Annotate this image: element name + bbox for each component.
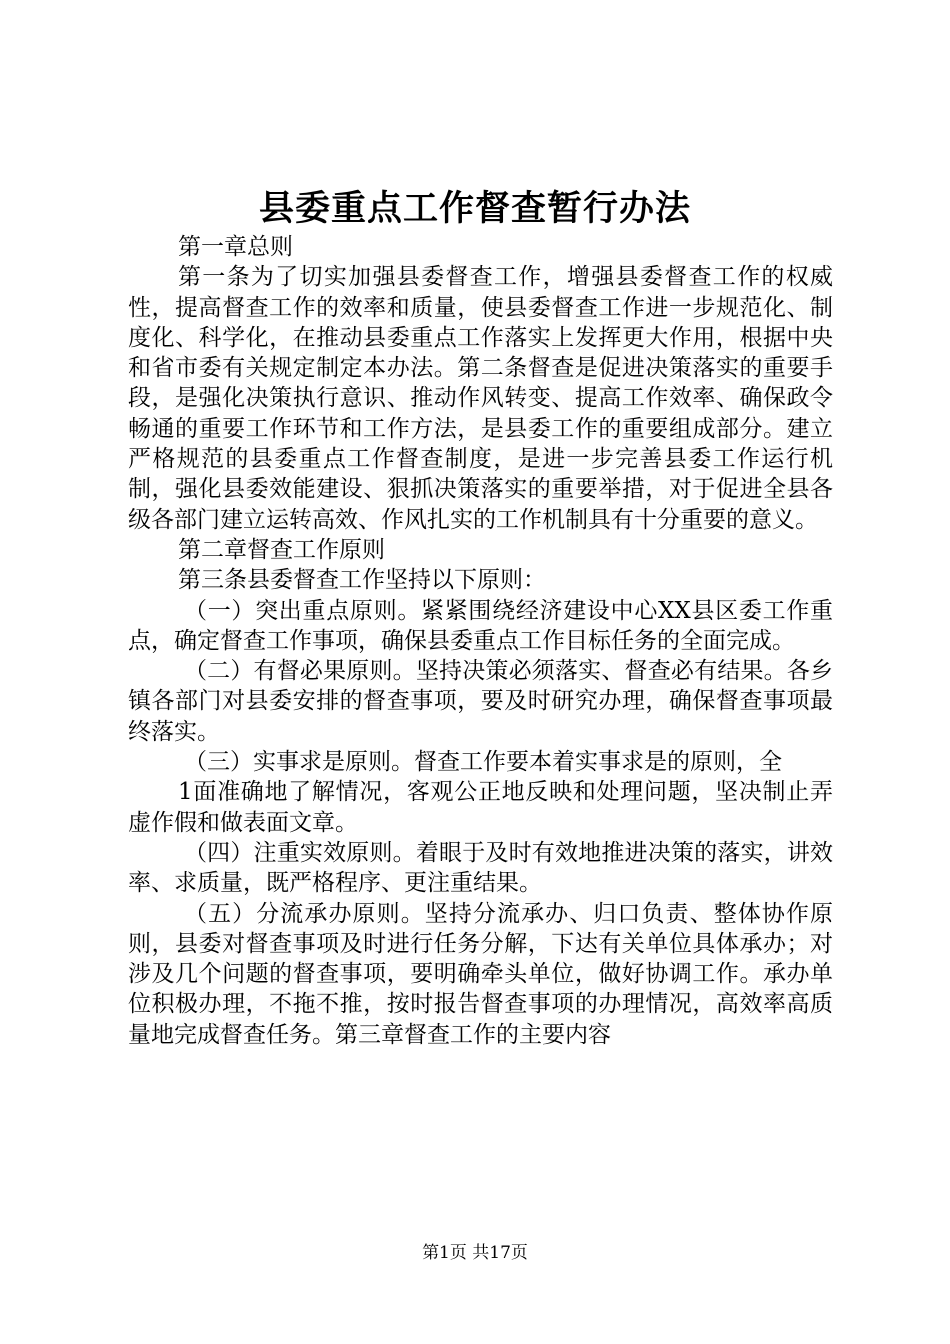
body-paragraph: （二）有督必果原则。坚持决策必须落实、督查必有结果。各乡镇各部门对县委安排的督查事项，要及时研究办理，确保督查事项最终落实。 [128, 658, 833, 745]
body-paragraph: （三）实事求是原则。督查工作要本着实事求是的原则，全 [184, 749, 782, 776]
body-paragraph: 第一条为了切实加强县委督查工作，增强县委督查工作的权威性，提高督查工作的效率和质量，使县委督查工作进一步规范化、制度化、科学化，在推动县委重点工作落实上发挥更大作用，根据中央和省市委有关规定制定本办法。第二条督查是促进决策落实的重要手段，是强化决策执行意识、推动作风转变、提高工作效率、确保政令畅通的重要工作环节和工作方法，是县委工作的重要组成部分。建立严格规范的县委重点工作督查制度，是进一步完善县委工作运行机制，强化县委效能建设、狠抓决策落实的重要举措，对于促进全县各级各部门建立运转高效、作风扎实的工作机制具有十分重要的意义。 [128, 264, 833, 533]
chapter-heading: 第一章总则 [178, 234, 293, 260]
body-paragraph: 第三条县委督查工作坚持以下原则： [178, 567, 546, 594]
body-paragraph: （五）分流承办原则。坚持分流承办、归口负责、整体协作原则，县委对督查事项及时进行任务分解，下达有关单位具体承办；对涉及几个问题的督查事项，要明确牵头单位，做好协调工作。承办单位积极办理，不拖不推，按时报告督查事项的办理情况，高效率高质量地完成督查任务。第三章督查工作的主要内容 [128, 900, 833, 1048]
document-body [128, 232, 833, 1050]
chapter-heading: 第二章督查工作原则 [178, 536, 385, 563]
body-paragraph: （四）注重实效原则。着眼于及时有效地推进决策的落实，讲效率、求质量，既严格程序、更注重结果。 [128, 839, 833, 897]
body-paragraph: （一）突出重点原则。紧紧围绕经济建设中心XX县区委工作重点，确定督查工作事项，确保县委重点工作目标任务的全面完成。 [128, 597, 833, 654]
body-paragraph: 1面准确地了解情况，客观公正地反映和处理问题，坚决制止弄虚作假和做表面文章。 [128, 779, 833, 836]
document-title: 县委重点工作督查暂行办法 [258, 188, 691, 229]
page-number-footer: 第1页 共17页 [422, 1243, 528, 1263]
